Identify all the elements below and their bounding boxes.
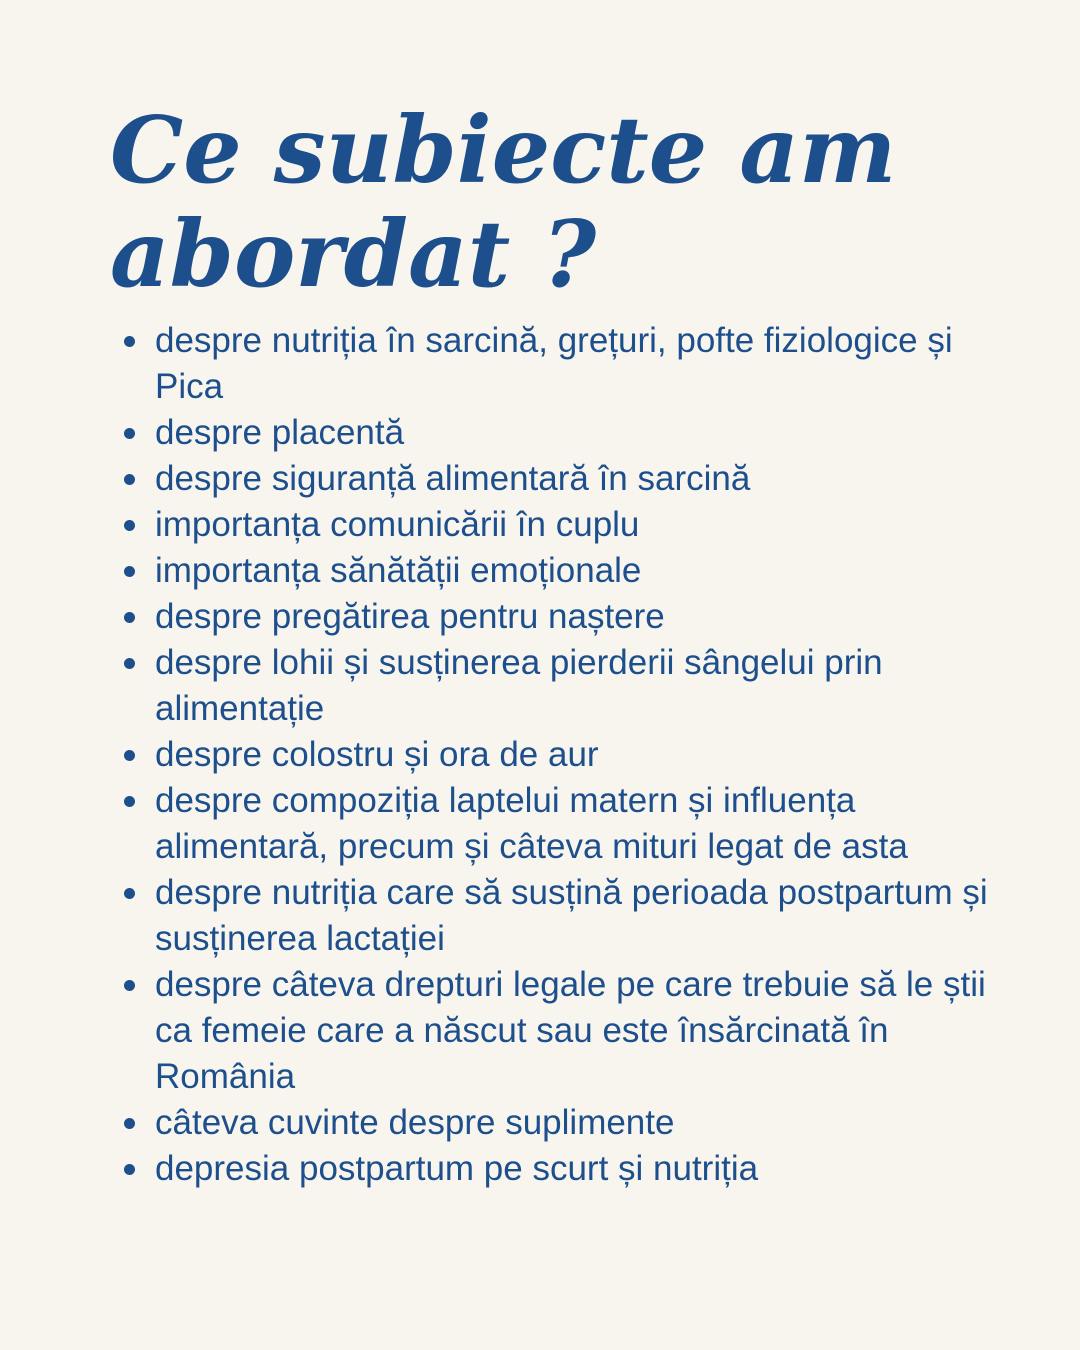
list-item: [155, 502, 995, 548]
bullet-icon: [124, 612, 135, 623]
list-item: [155, 410, 995, 456]
bullet-icon: [124, 428, 135, 439]
list-item-text: depresia postpartum pe scurt și nutriția: [155, 1149, 759, 1188]
bullet-icon: [124, 1118, 135, 1129]
list-item-text: despre compoziția laptelui matern și influența alimentară, precum și câteva mituri legat de asta: [155, 781, 908, 866]
list-item: [155, 732, 995, 778]
list-item: [155, 1146, 995, 1192]
list-item: [155, 778, 995, 870]
bullet-icon: [124, 980, 135, 991]
bullet-icon: [124, 658, 135, 669]
list-item-text: despre nutriția în sarcină, grețuri, pofte fiziologice și Pica: [155, 321, 953, 406]
list-item-text: importanța sănătății emoționale: [155, 551, 642, 590]
page-title: Ce subiecte am abordat ?: [110, 96, 897, 308]
list-item: [155, 962, 995, 1100]
list-item: [155, 548, 995, 594]
list-item-text: despre colostru și ora de aur: [155, 735, 599, 774]
list-item: [155, 1100, 995, 1146]
bullet-icon: [124, 888, 135, 899]
list-item: [155, 456, 995, 502]
topics-list: [155, 318, 995, 1192]
list-item-text: despre placentă: [155, 413, 405, 452]
bullet-icon: [124, 336, 135, 347]
list-item-text: importanța comunicării în cuplu: [155, 505, 640, 544]
list-item-text: despre pregătirea pentru naștere: [155, 597, 665, 636]
list-item: [155, 870, 995, 962]
list-item-text: despre câteva drepturi legale pe care trebuie să le știi ca femeie care a născut sau este însărcinată în România: [155, 965, 986, 1096]
list-item-text: despre lohii și susținerea pierderii sângelui prin alimentație: [155, 643, 883, 728]
bullet-icon: [124, 796, 135, 807]
list-item: [155, 594, 995, 640]
list-item-text: despre nutriția care să susțină perioada postpartum și susținerea lactației: [155, 873, 988, 958]
bullet-icon: [124, 1164, 135, 1175]
list-item-text: câteva cuvinte despre suplimente: [155, 1103, 675, 1142]
list-item-text: despre siguranță alimentară în sarcină: [155, 459, 751, 498]
list-item: [155, 318, 995, 410]
bullet-icon: [124, 566, 135, 577]
list-item: [155, 640, 995, 732]
bullet-icon: [124, 750, 135, 761]
bullet-icon: [124, 474, 135, 485]
bullet-icon: [124, 520, 135, 531]
